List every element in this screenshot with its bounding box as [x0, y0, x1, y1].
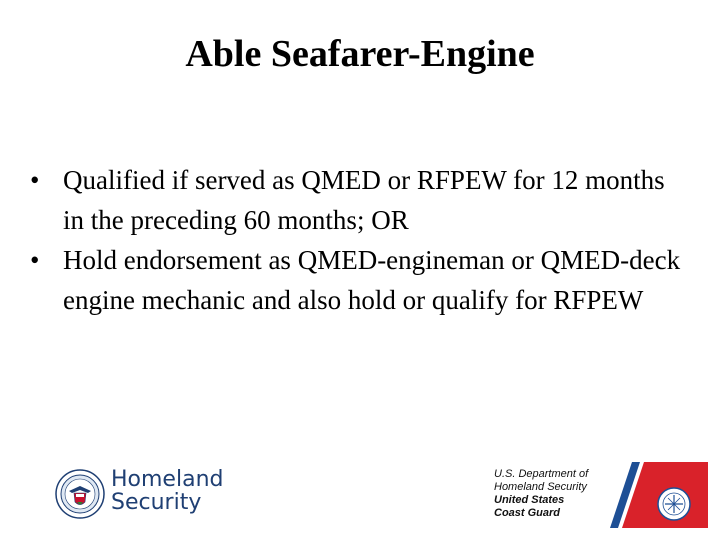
bullet-item: [30, 160, 690, 240]
uscg-wordmark-line4: Coast Guard: [494, 507, 561, 519]
dhs-wordmark-line1: Homeland: [111, 467, 224, 492]
dhs-logo: [55, 464, 285, 528]
bullet-glyph: •: [30, 245, 40, 275]
uscg-wordmark-line1: U.S. Department of: [494, 468, 589, 480]
uscg-wordmark-line2: Homeland Security: [494, 481, 587, 493]
uscg-wordmark: [494, 468, 602, 520]
bullet-item: [30, 240, 690, 320]
coast-guard-stripe-icon: [602, 462, 708, 528]
uscg-logo: [490, 462, 710, 528]
bullet-text: Qualified if served as QMED or RFPEW for 12 months in the preceding 60 months; OR: [63, 165, 665, 235]
bullet-list: [30, 160, 690, 320]
dhs-wordmark: [111, 468, 223, 514]
dhs-wordmark-line2: Security: [111, 490, 202, 515]
slide-title: Able Seafarer-Engine: [185, 33, 535, 75]
uscg-wordmark-line3: United States: [494, 494, 565, 506]
dhs-seal-icon: [55, 469, 105, 519]
bullet-glyph: •: [30, 165, 40, 195]
bullet-text: Hold endorsement as QMED-engineman or QMED-deck engine mechanic and also hold or qualify for RFPEW: [63, 245, 681, 315]
